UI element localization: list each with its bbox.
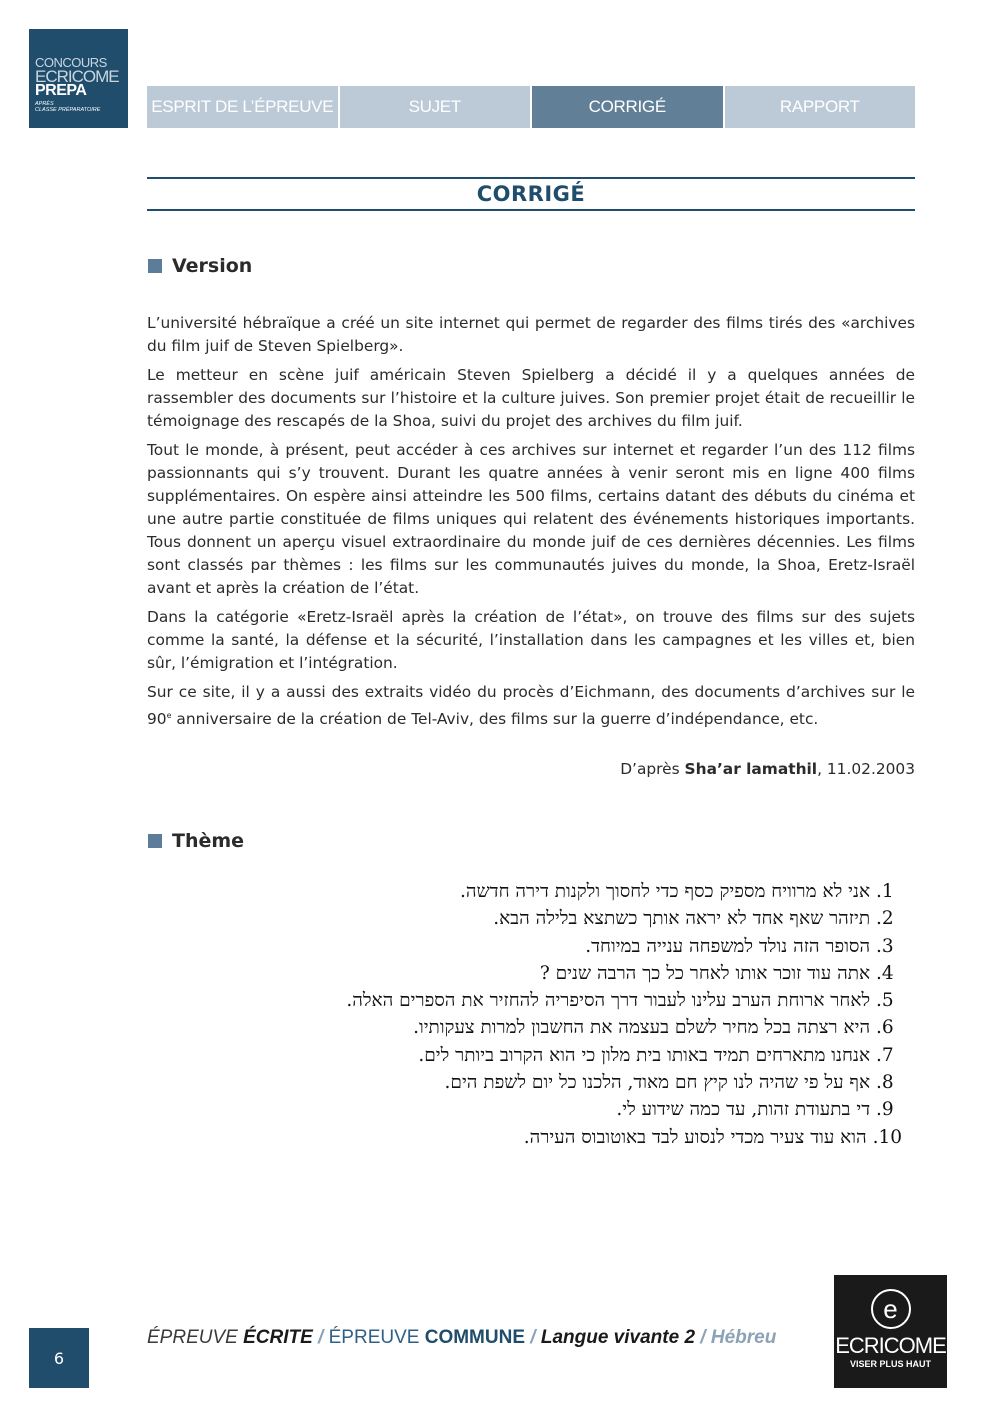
- logo-ecricome: ECRICOME: [35, 67, 119, 86]
- item-number: 8.: [876, 1072, 894, 1094]
- item-text: תיזהר שאף אחד לא יראה אותך כשתצא בלילה הבא.: [493, 908, 871, 930]
- page-title: CORRIGÉ: [476, 182, 586, 206]
- list-item: [200, 933, 902, 960]
- brand-name: ECRICOME: [835, 1333, 946, 1358]
- section-tabs: [147, 86, 915, 128]
- footer-separator: /: [312, 1327, 329, 1348]
- last-paragraph-before: Sur ce site, il y a aussi des extraits vidéo du procès d’Eichmann, des documents d’archives sur le 90: [147, 683, 915, 729]
- version-body: [147, 312, 915, 737]
- list-item: [200, 878, 902, 905]
- item-text: אני לא מרוויח מספיק כסף כדי לחסוך ולקנות דירה חדשה.: [460, 881, 871, 902]
- item-text: היא רצתה בכל מחיר לשלם בעצמה את החשבון למרות צעקותיו.: [413, 1017, 871, 1039]
- ecricome-e-icon: [871, 1289, 911, 1329]
- item-number: 6.: [876, 1017, 894, 1039]
- item-text: די בתעודת זהות, עד כמה שידוע לי.: [616, 1099, 871, 1121]
- source-date: , 11.02.2003: [817, 760, 915, 778]
- footer-commune: COMMUNE: [424, 1327, 525, 1348]
- footer-epreuve-2: ÉPREUVE: [328, 1327, 425, 1348]
- list-item: [200, 1096, 902, 1123]
- ecricome-brand-logo: [834, 1275, 947, 1388]
- footer-hebreu: Hébreu: [710, 1327, 777, 1348]
- source-prefix: D’après: [620, 760, 685, 778]
- list-item: [200, 905, 902, 932]
- logo-prepa: PREPA: [35, 82, 87, 99]
- item-text: אנחנו מתארחים תמיד באותו בית מלון כי הוא הקרוב ביותר לים.: [418, 1044, 871, 1066]
- footer-exam-label: [147, 1327, 776, 1349]
- list-item: [200, 960, 902, 987]
- tab-corrige[interactable]: CORRIGÉ: [532, 86, 723, 128]
- brand-glyph: e: [883, 1294, 898, 1324]
- item-text: הוא עוד צעיר מכדי לנסוע לבד באוטובוס העירה.: [523, 1126, 867, 1148]
- square-bullet-icon: [148, 259, 162, 273]
- logo-concours: CONCOURS: [35, 55, 107, 70]
- version-paragraph: Tout le monde, à présent, peut accéder à ces archives sur internet et regarder l’un des 112 films passionnants qui s’y trouvent. Durant les quatre années à venir seront mis en ligne 400 films supplémentaires. On espère ainsi atteindre les 500 films, certains datant des débuts du cinéma et une autre partie constituée de films uniques qui relatent des événements historiques importants. Tous donnent un aperçu visuel extraordinaire du monde juif de ces dernières décennies. Les films sont classés par thèmes : les films sur les communautés juives du monde, la Shoa, Eretz-Israël avant et après la création de l’état.: [147, 441, 915, 597]
- item-number: 4.: [876, 962, 894, 984]
- page-title-bar: [147, 177, 915, 211]
- logo-classe: CLASSE PRÉPARATOIRE: [35, 107, 101, 113]
- item-text: הסופר הזה נולד למשפחה ענייה במיוחד.: [585, 935, 871, 957]
- item-number: 5.: [876, 990, 894, 1012]
- superscript-e: e: [166, 711, 172, 720]
- tab-esprit[interactable]: ESPRIT DE L’ÉPREUVE: [147, 86, 338, 128]
- version-paragraph: Dans la catégorie «Eretz-Israël après la création de l’état», on trouve des films sur des sujets comme la santé, la défense et la sécurité, l’installation dans les campagnes et les villes et, bien sûr, l’émigration et l’intégration.: [147, 608, 915, 672]
- version-paragraph-last: [147, 681, 915, 731]
- square-bullet-icon: [148, 834, 162, 848]
- tab-sujet[interactable]: SUJET: [340, 86, 531, 128]
- version-paragraph: Le metteur en scène juif américain Steven Spielberg a décidé il y a quelques années de rassembler des documents sur l’histoire et la culture juives. Son premier projet était de recueillir le témoignage des rescapés de la Shoa, suivi du projet des archives du film juif.: [147, 366, 915, 430]
- footer-langue: Langue vivante 2: [540, 1327, 696, 1348]
- item-text: אף על פי שהיה לנו קיץ חם מאוד, הלכנו כל יום לשפת הים.: [444, 1072, 871, 1094]
- item-text: לאחר ארוחת הערב עלינו לעבור דרך הסיפריה להחזיר את הספרים האלה.: [346, 990, 871, 1012]
- footer-separator: /: [695, 1327, 711, 1348]
- footer-epreuve-1: ÉPREUVE: [147, 1327, 244, 1348]
- item-text: אתה עוד זוכר אותו לאחר כל כך הרבה שנים ?: [539, 962, 871, 984]
- item-number: 9.: [876, 1099, 894, 1121]
- concours-logo: [29, 29, 128, 128]
- tab-rapport[interactable]: RAPPORT: [725, 86, 916, 128]
- last-paragraph-after: anniversaire de la création de Tel-Aviv, des films sur la guerre d’indépendance, etc.: [171, 710, 819, 729]
- brand-tagline: VISER PLUS HAUT: [849, 1359, 931, 1369]
- source-name: Sha’ar lamathil: [684, 760, 818, 778]
- list-item: [200, 1042, 902, 1069]
- source-citation: [147, 760, 915, 778]
- version-heading: [148, 255, 252, 277]
- page-number-box: [29, 1328, 89, 1388]
- version-heading-text: Version: [172, 255, 253, 277]
- list-item: [200, 987, 902, 1014]
- list-item: [200, 1124, 902, 1151]
- item-number: 2.: [876, 908, 894, 930]
- item-number: 3.: [876, 935, 894, 957]
- theme-sentence-list: [200, 878, 902, 1151]
- item-number: 10.: [872, 1126, 902, 1148]
- footer-separator: /: [525, 1327, 541, 1348]
- item-number: 1.: [876, 881, 894, 902]
- theme-heading-text: Thème: [172, 830, 245, 852]
- theme-heading: [148, 830, 244, 852]
- version-paragraph: L’université hébraïque a créé un site internet qui permet de regarder des films tirés des «archives du film juif de Steven Spielberg».: [147, 314, 915, 355]
- logo-apres: APRÈS: [35, 101, 54, 107]
- page-number: 6: [53, 1348, 65, 1368]
- item-number: 7.: [876, 1044, 894, 1066]
- footer-ecrite: ÉCRITE: [243, 1327, 313, 1348]
- list-item: [200, 1069, 902, 1096]
- list-item: [200, 1014, 902, 1041]
